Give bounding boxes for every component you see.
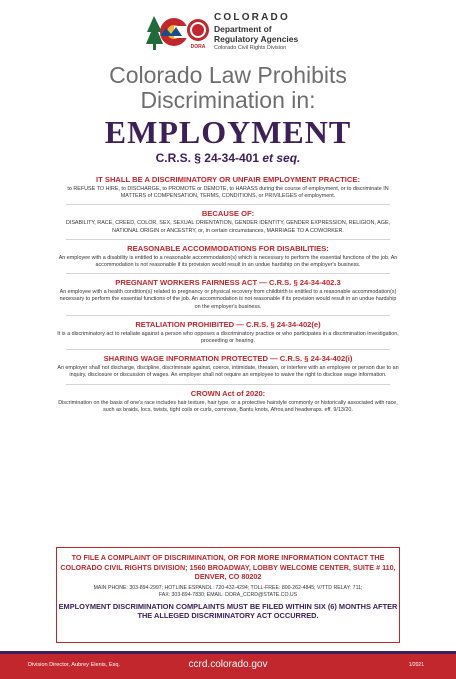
page-title: EMPLOYMENT bbox=[104, 114, 352, 150]
contact-phones bbox=[57, 585, 399, 599]
citation-text: C.R.S. § 24-34-401 bbox=[155, 151, 260, 165]
section-pregnant-workers bbox=[56, 278, 400, 311]
section-heading: CROWN Act of 2020: bbox=[190, 388, 266, 398]
contact-headline: TO FILE A COMPLAINT OF DISCRIMINATION, OR FOR MORE INFORMATION CONTACT THE COLORADO CIVIL RIGHTS DIVISION; 1560 BROADWAY, LOBBY WELCOME CENTER, SUITE # 110, DENVER, CO 80202 bbox=[60, 553, 396, 581]
divider bbox=[66, 239, 390, 240]
section-crown-act bbox=[56, 389, 400, 414]
divider bbox=[66, 349, 390, 350]
section-retaliation bbox=[56, 320, 400, 345]
section-body: An employee with a health condition(s) related to pregnancy or physical recovery from childbirth is entitled to a reasonable accommodation(s) necessary to perform the essential functions of the job. An accommodation is not reasonable if its provision would result in an undue hardship on the employer's business. bbox=[59, 289, 397, 310]
section-heading: SHARING WAGE INFORMATION PROTECTED — C.R.S. § 24-34-402(i) bbox=[103, 354, 353, 364]
header bbox=[0, 10, 456, 56]
section-because-of bbox=[56, 209, 400, 234]
divider bbox=[66, 204, 390, 205]
agency-block bbox=[214, 12, 414, 53]
section-body: DISABILITY, RACE, CREED, COLOR, SEX, SEXUAL ORIENTATION, GENDER IDENTITY, GENDER EXPRESSION, RELIGION, AGE, NATIONAL ORIGIN or ANCESTRY, or, in certain circumstances, MARRIAGE TO A COWORKER. bbox=[65, 220, 391, 234]
divider bbox=[66, 273, 390, 274]
svg-text:DORA: DORA bbox=[190, 44, 206, 50]
divider bbox=[66, 384, 390, 385]
revision-code: 1/2021 bbox=[408, 662, 424, 668]
filing-deadline: EMPLOYMENT DISCRIMINATION COMPLAINTS MUST BE FILED WITHIN SIX (6) MONTHS AFTER THE ALLEGED DISCRIMINATORY ACT OCCURRED. bbox=[58, 601, 398, 620]
colorado-logo bbox=[146, 12, 210, 52]
division-name: Colorado Civil Rights Division bbox=[214, 45, 287, 51]
title-line-2: Discrimination in: bbox=[140, 87, 316, 113]
section-body: An employee with a disability is entitled to a reasonable accommodation(s) which is necessary to perform the essential functions of the job. An accommodation is not reasonable if its provision would result in an undue hardship on the employer's business. bbox=[58, 254, 398, 269]
section-heading: RETALIATION PROHIBITED — C.R.S. § 24-34-402(e) bbox=[135, 319, 321, 329]
title-block bbox=[0, 63, 456, 113]
footer-accent-bar bbox=[0, 651, 456, 654]
contact-box bbox=[56, 547, 400, 643]
sections bbox=[56, 175, 400, 414]
contact-phones-line-1: MAIN PHONE: 303-894-2997; HOTLINE ESPANOL: 720-432-4294; TOLL-FREE: 800-262-4845; V/TTD RELAY: 711; bbox=[93, 584, 363, 591]
division-director: Division Director, Aubrey Elenis, Esq. bbox=[28, 662, 121, 668]
section-unfair-practice bbox=[56, 175, 400, 200]
section-body: An employer shall not discharge, discipline, discriminate against, coerce, intimidate, threaten, or interfere with an employee or person due to an inquiry, disclosure or discussion of wages. An employer shall not require an employee to waive the right to disclose wage information. bbox=[57, 365, 399, 379]
footer bbox=[0, 651, 456, 679]
title-line-1: Colorado Law Prohibits bbox=[109, 62, 347, 88]
contact-phones-line-2: FAX: 303-894-7830; EMAIL: DORA_CCRD@STATE.CO.US bbox=[158, 591, 298, 598]
state-name: COLORADO bbox=[214, 12, 290, 23]
section-wage-info bbox=[56, 354, 400, 379]
section-body: to REFUSE TO HIRE, to DISCHARGE, to PROMOTE or DEMOTE, to HARASS during the course of employment, or to discriminate IN MATTERS of COMPENSATION, TERMS, CONDITIONS, or PRIVILEGES of employment. bbox=[67, 186, 389, 200]
section-accommodations bbox=[56, 244, 400, 269]
statute-citation bbox=[0, 151, 456, 165]
section-body: It is a discriminatory act to retaliate against a person who opposes a discriminatory practice or who participates in a discrimination investigation, proceeding or hearing. bbox=[57, 330, 399, 345]
website-link[interactable]: ccrd.colorado.gov bbox=[188, 659, 268, 670]
section-heading: REASONABLE ACCOMMODATIONS FOR DISABILITIES: bbox=[127, 243, 329, 253]
department-line-2: Regulatory Agencies bbox=[214, 34, 299, 44]
section-heading: BECAUSE OF: bbox=[201, 209, 255, 219]
divider bbox=[66, 315, 390, 316]
citation-italic: et seq. bbox=[262, 151, 301, 165]
department-line-1: Department of bbox=[214, 24, 272, 34]
section-heading: PREGNANT WORKERS FAIRNESS ACT — C.R.S. § 24-34-402.3 bbox=[115, 278, 341, 288]
section-heading: IT SHALL BE A DISCRIMINATORY OR UNFAIR EMPLOYMENT PRACTICE: bbox=[96, 175, 360, 184]
section-body: Discrimination on the basis of one's race includes hair texture, hair type, or a protective hairstyle commonly or historically associated with race, such as braids, locs, twists, tight coils or curls, cornrows, Bantu knots, Afros,and headwraps. eff. 9/13/20. bbox=[58, 399, 398, 413]
colorado-c-logo-icon bbox=[146, 12, 210, 52]
